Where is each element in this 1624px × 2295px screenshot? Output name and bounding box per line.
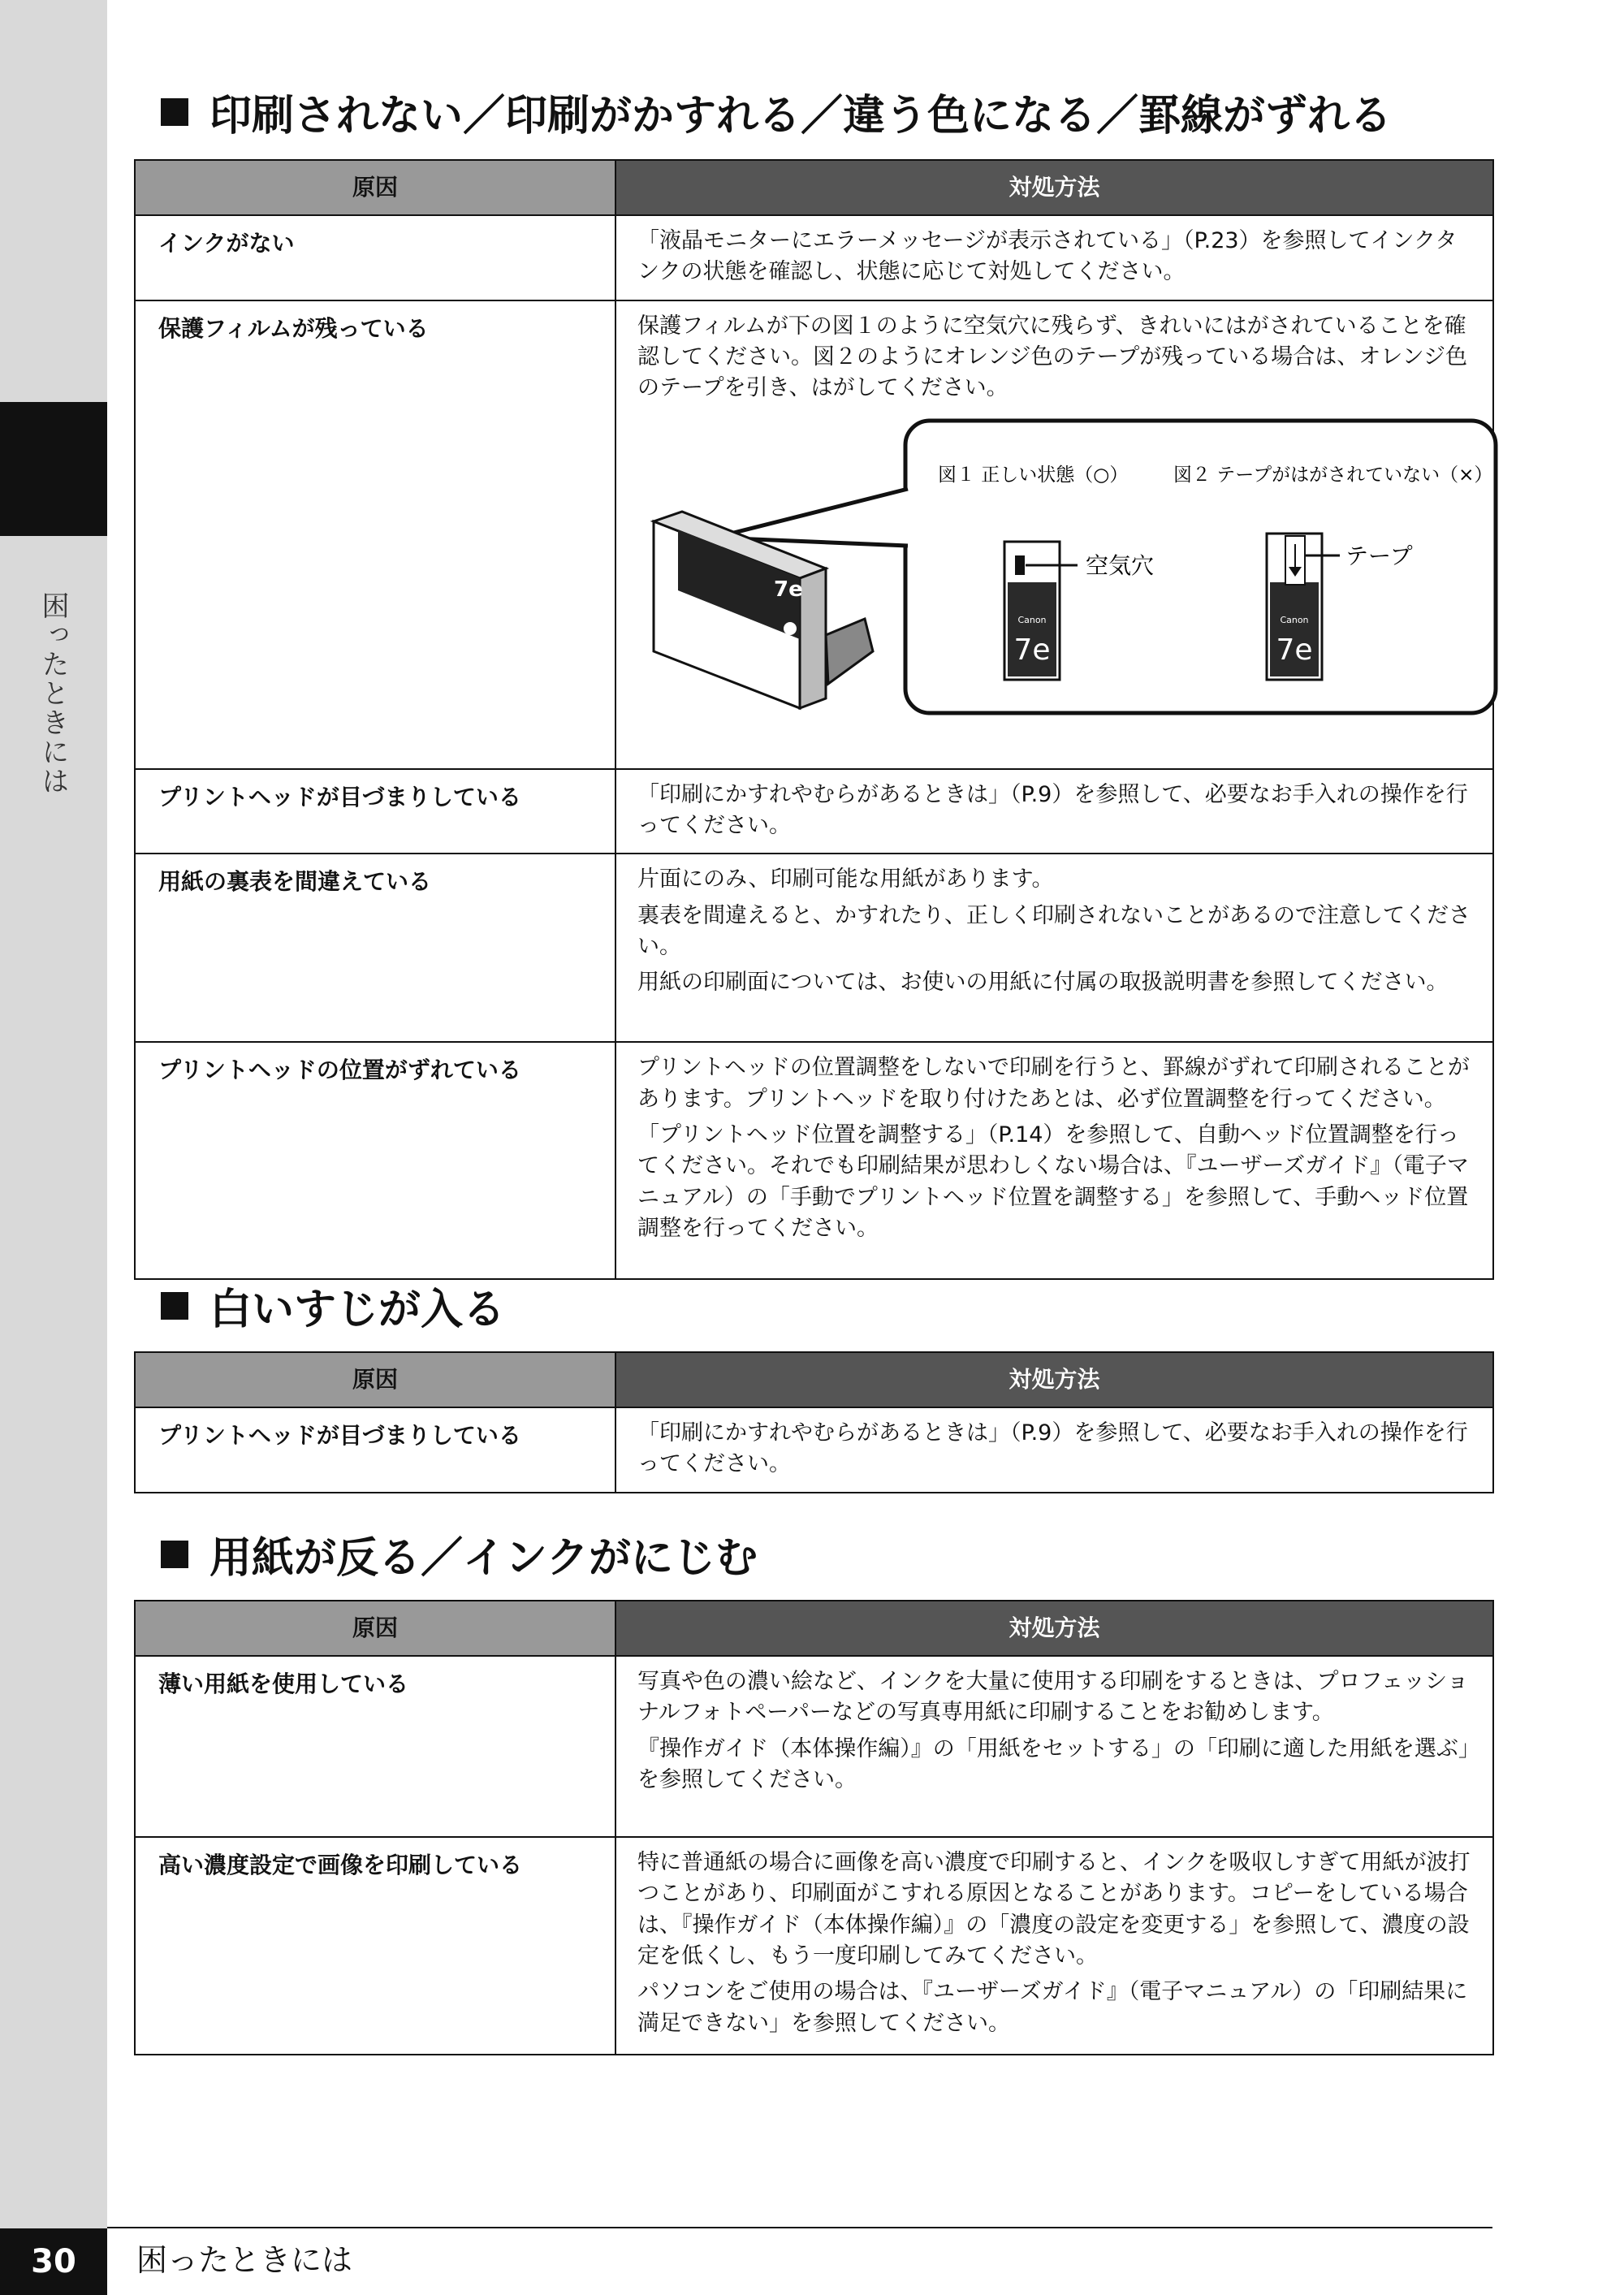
troubleshoot-table-white-streaks (134, 1351, 1494, 1493)
solution-cell (615, 1837, 1493, 2055)
table-header-row (135, 160, 1493, 215)
solution-cell (615, 1042, 1493, 1279)
table-header-row (135, 1352, 1493, 1407)
header-cause: 原因 (135, 1601, 615, 1656)
table-header-row (135, 1601, 1493, 1656)
cause-cell: プリントヘッドの位置がずれている (135, 1042, 615, 1279)
solution-text: 片面にのみ、印刷可能な用紙があります。 (637, 867, 1054, 892)
solution-cell (615, 769, 1493, 854)
solution-text: 用紙の印刷面については、お使いの用紙に付属の取扱説明書を参照してください。 (637, 970, 1449, 996)
solution-text: 裏表を間違えると、かすれたり、正しく印刷されないことがあるので注意してください。 (637, 902, 1471, 959)
table-row (135, 854, 1493, 1042)
tape-label: テープ (1345, 542, 1413, 569)
square-bullet-icon (161, 1292, 188, 1320)
table-row (135, 1837, 1493, 2055)
table-row (135, 300, 1493, 769)
header-solution: 対処方法 (615, 1601, 1493, 1656)
tank2-brand: Canon (1280, 614, 1309, 625)
ink-tank-illustration (4, 416, 1531, 757)
solution-text: パソコンをご使用の場合は、『ユーザーズガイド』（電子マニュアル）の「印刷結果に満足できない」を参照してください。 (637, 1979, 1468, 2036)
page-number: 30 (0, 2228, 107, 2295)
header-solution: 対処方法 (615, 1352, 1493, 1407)
tank1-model: 7e (1013, 633, 1051, 667)
solution-text: 「液晶モニターにエラーメッセージが表示されている」（P.23）を参照してインクタンクの状態を確認し、状態に応じて対処してください。 (637, 228, 1458, 285)
solution-cell (615, 1656, 1493, 1837)
solution-text: 写真や色の濃い絵など、インクを大量に使用する印刷をするときは、プロフェッショナルフォトペーパーなどの写真専用紙に印刷することをお勧めします。 (637, 1669, 1469, 1726)
footer-section-name: 困ったときには (136, 2242, 353, 2278)
figure2-caption: 図２ テープがはがされていない（×） (1173, 464, 1493, 486)
section-heading-print-problems (161, 81, 1392, 142)
cause-cell: インクがない (135, 215, 615, 300)
ink-tank-figure (637, 416, 1493, 757)
solution-cell (615, 300, 1493, 769)
section-heading-white-streaks (161, 1275, 505, 1336)
solution-cell (615, 1407, 1493, 1493)
solution-cell (615, 854, 1493, 1042)
cause-cell: 用紙の裏表を間違えている (135, 854, 615, 1042)
header-cause: 原因 (135, 1352, 615, 1407)
main-ink-tank-icon (654, 512, 873, 757)
table-row (135, 1407, 1493, 1493)
solution-text: 「印刷にかすれやむらがあるときは」（P.9）を参照して、必要なお手入れの操作を行ってください。 (637, 781, 1468, 838)
side-strip (0, 0, 107, 2295)
solution-text: 保護フィルムが下の図１のように空気穴に残らず、きれいにはがされていることを確認してください。図２のようにオレンジ色のテープが残っている場合は、オレンジ色のテープを引き、はがしてください。 (637, 313, 1467, 401)
solution-text: プリントヘッドの位置調整をしないで印刷を行うと、罫線がずれて印刷されることがあります。プリントヘッドを取り付けたあとは、必ず位置調整を行ってください。 (637, 1055, 1470, 1112)
cause-cell: 保護フィルムが残っている (135, 300, 615, 769)
troubleshoot-table-print-problems (134, 159, 1494, 1280)
cause-cell: プリントヘッドが目づまりしている (135, 1407, 615, 1493)
table-row (135, 1042, 1493, 1279)
section-title: 用紙が反る／インクがにじむ (209, 1534, 758, 1583)
troubleshoot-table-paper-curl (134, 1600, 1494, 2055)
air-hole-label: 空気穴 (1086, 551, 1155, 579)
cause-cell: プリントヘッドが目づまりしている (135, 769, 615, 854)
tank1-brand: Canon (1017, 614, 1047, 625)
header-cause: 原因 (135, 160, 615, 215)
table-row (135, 215, 1493, 300)
square-bullet-icon (161, 98, 188, 126)
solution-text: 「プリントヘッド位置を調整する」（P.14）を参照して、自動ヘッド位置調整を行ってください。それでも印刷結果が思わしくない場合は、『ユーザーズガイド』（電子マニュアル）の「手動でプリントヘッド位置を調整する」を参照して、手動ヘッド位置調整を行ってください。 (637, 1122, 1469, 1241)
table-row (135, 769, 1493, 854)
solution-text: 『操作ガイド（本体操作編）』の「用紙をセットする」の「印刷に適した用紙を選ぶ」を参照してください。 (637, 1735, 1470, 1792)
solution-text: 「印刷にかすれやむらがあるときは」（P.9）を参照して、必要なお手入れの操作を行ってください。 (637, 1420, 1468, 1477)
section-heading-paper-curl (161, 1524, 758, 1584)
footer-rule (107, 2227, 1492, 2228)
table-row (135, 1656, 1493, 1837)
solution-text: 特に普通紙の場合に画像を高い濃度で印刷すると、インクを吸収しすぎて用紙が波打つことがあり、印刷面がこすれる原因となることがあります。コピーをしている場合は、『操作ガイド（本体操作編）』の「濃度の設定を変更する」を参照して、濃度の設定を低くし、もう一度印刷してみてください。 (637, 1850, 1471, 1969)
solution-cell (615, 215, 1493, 300)
main-tank-model: 7e (774, 577, 803, 602)
section-title: 印刷されない／印刷がかすれる／違う色になる／罫線がずれる (209, 92, 1393, 140)
section-title: 白いすじが入る (209, 1286, 506, 1334)
cause-cell: 薄い用紙を使用している (135, 1656, 615, 1837)
square-bullet-icon (161, 1541, 188, 1568)
header-solution: 対処方法 (615, 160, 1493, 215)
tank2-model: 7e (1276, 633, 1313, 667)
figure1-caption: 図１ 正しい状態（○） (938, 464, 1129, 486)
side-tab-label: 困ったときには (37, 591, 69, 796)
cause-cell: 高い濃度設定で画像を印刷している (135, 1837, 615, 2055)
